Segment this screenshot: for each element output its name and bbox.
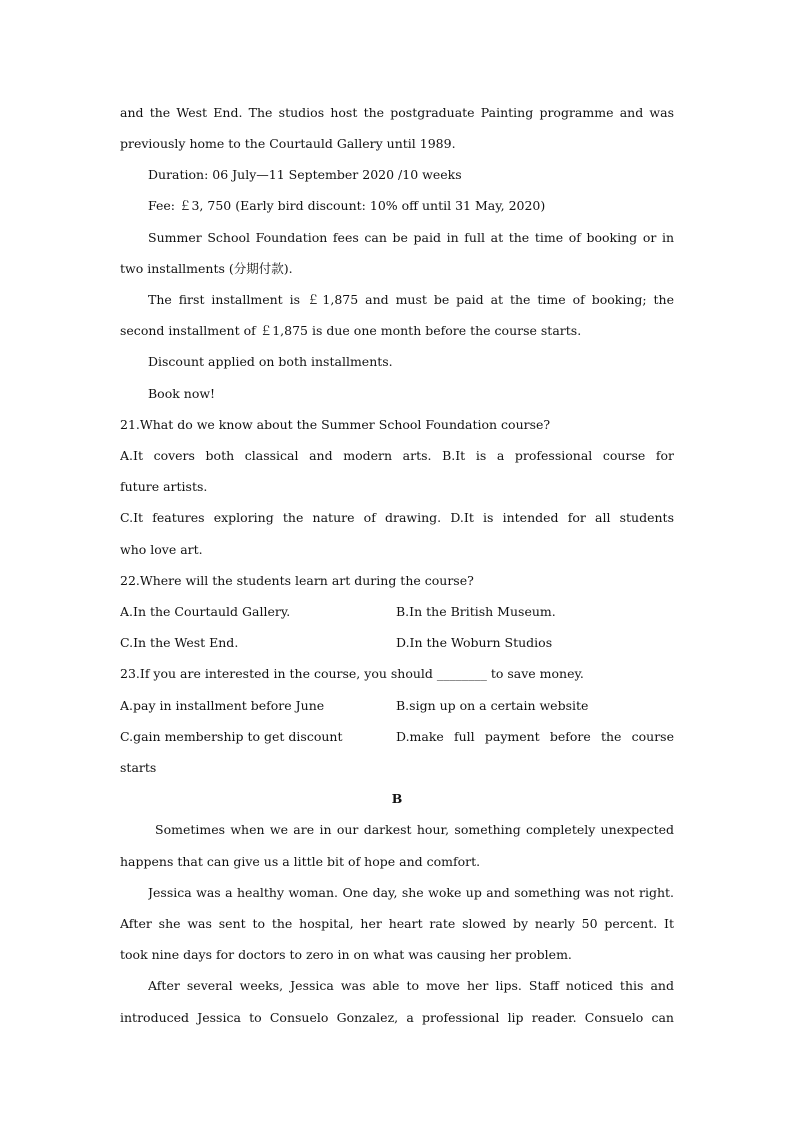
question-23-option-d: D.make full payment before the course [396, 729, 674, 744]
passage-line: and the West End. The studios host the postgraduate Painting programme and was [120, 105, 674, 120]
question-23-option-d-cont: starts [120, 760, 157, 775]
passage-b-line: After she was sent to the hospital, her heart rate slowed by nearly 50 percent. It [120, 916, 674, 931]
question-23-option-b: B.sign up on a certain website [396, 698, 589, 713]
course-duration: Duration: 06 July—11 September 2020 /10 weeks [148, 167, 462, 182]
passage-line: Discount applied on both installments. [148, 354, 393, 369]
passage-line: The first installment is ￡1,875 and must be paid at the time of booking; the [148, 292, 674, 307]
passage-b-line: introduced Jessica to Consuelo Gonzalez, a professional lip reader. Consuelo can [120, 1010, 674, 1025]
question-21-options-cd: C.It features exploring the nature of drawing. D.It is intended for all students [120, 510, 674, 525]
question-21: 21.What do we know about the Summer School Foundation course? [120, 417, 551, 432]
question-21-option-d-cont: who love art. [120, 542, 203, 557]
passage-b-line: took nine days for doctors to zero in on what was causing her problem. [120, 947, 572, 962]
course-fee: Fee: ￡3, 750 (Early bird discount: 10% off until 31 May, 2020) [148, 198, 546, 213]
book-now-text: Book now! [148, 386, 216, 401]
question-22: 22.Where will the students learn art during the course? [120, 573, 474, 588]
question-22-option-a: A.In the Courtauld Gallery. [120, 604, 291, 619]
question-23: 23.If you are interested in the course, you should ________ to save money. [120, 666, 584, 681]
passage-line: previously home to the Courtauld Gallery until 1989. [120, 136, 456, 151]
passage-b-line: Sometimes when we are in our darkest hour, something completely unexpected [155, 822, 674, 837]
question-21-options-ab: A.It covers both classical and modern arts. B.It is a professional course for [120, 448, 674, 463]
question-21-option-b-cont: future artists. [120, 479, 208, 494]
passage-b-line: After several weeks, Jessica was able to move her lips. Staff noticed this and [148, 978, 674, 993]
question-22-option-c: C.In the West End. [120, 635, 239, 650]
passage-line: second installment of ￡1,875 is due one month before the course starts. [120, 323, 582, 338]
passage-b-line: Jessica was a healthy woman. One day, she woke up and something was not right. [148, 885, 674, 900]
question-22-option-d: D.In the Woburn Studios [396, 635, 553, 650]
passage-line: Summer School Foundation fees can be paid in full at the time of booking or in [148, 230, 674, 245]
question-23-option-a: A.pay in installment before June [120, 698, 325, 713]
passage-b-line: happens that can give us a little bit of hope and comfort. [120, 854, 481, 869]
question-23-option-c: C.gain membership to get discount [120, 729, 343, 744]
section-heading: B [391, 791, 403, 806]
question-22-option-b: B.In the British Museum. [396, 604, 556, 619]
passage-line: two installments (分期付款). [120, 261, 293, 276]
